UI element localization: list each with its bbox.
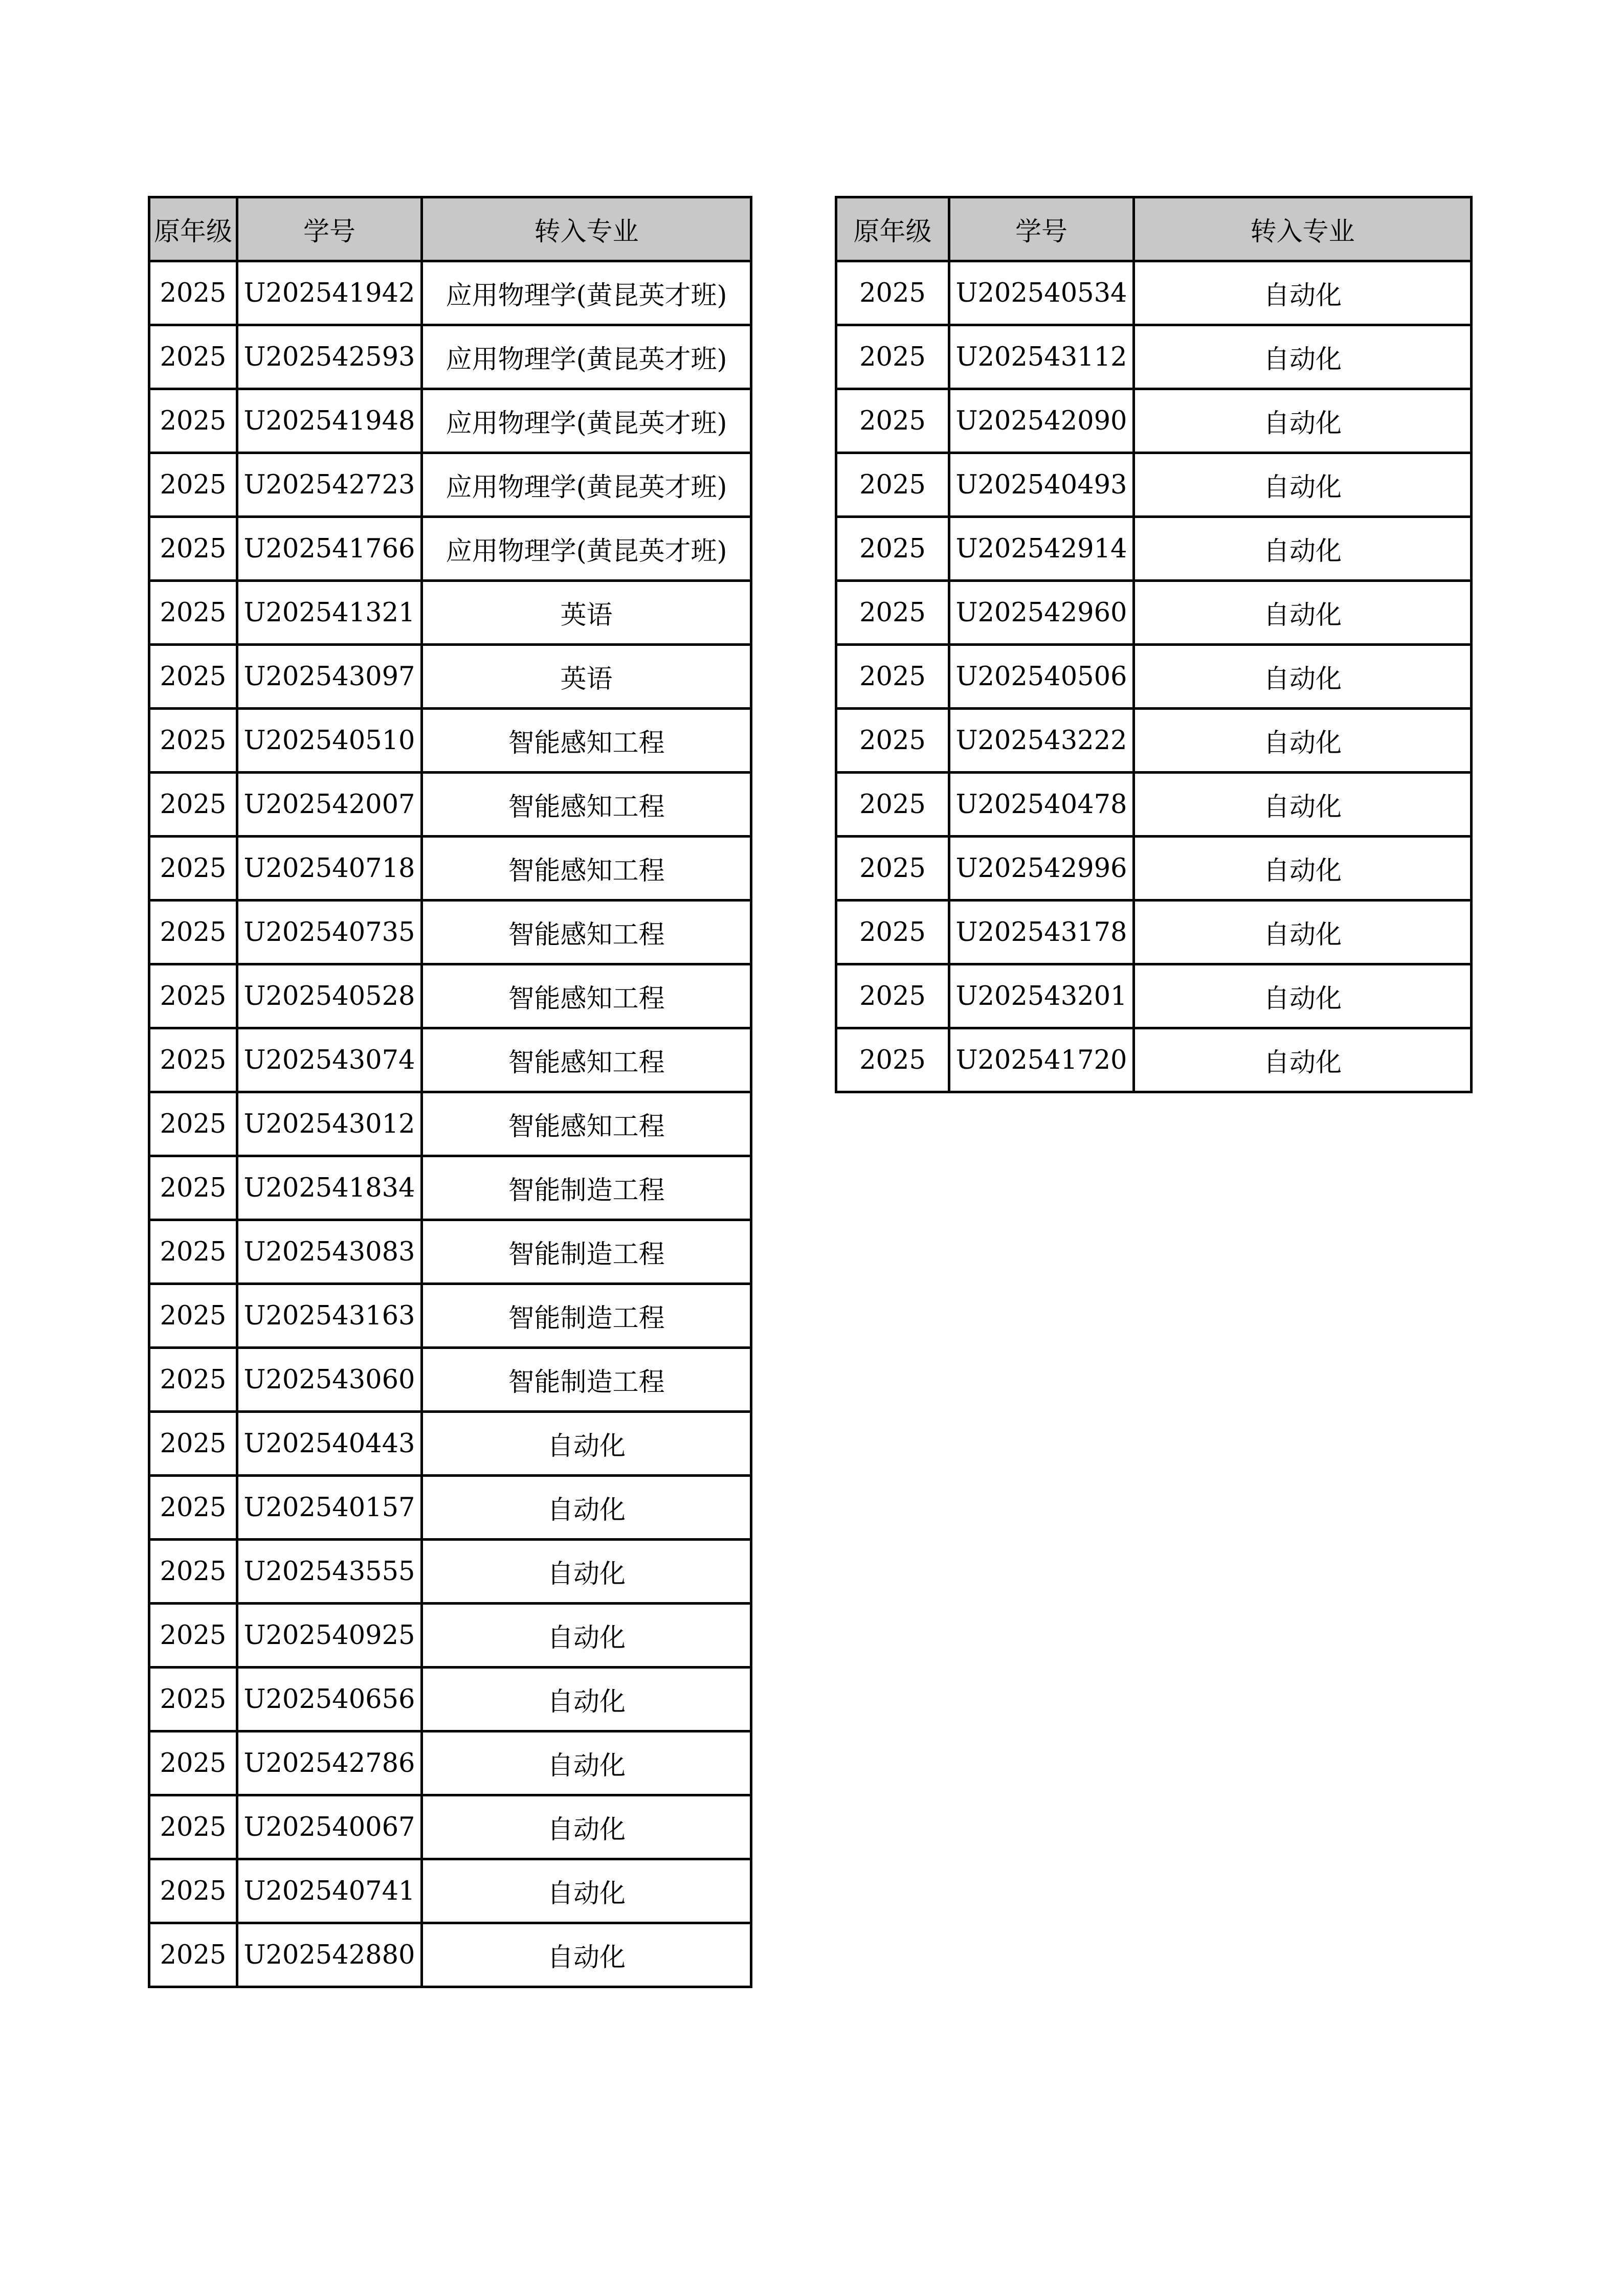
grade-cell: 2025 — [836, 964, 949, 1028]
transfer-table-left — [148, 196, 752, 1988]
grade-cell: 2025 — [149, 1668, 237, 1731]
major-cell: 英语 — [422, 645, 751, 709]
student-id-cell: U202540528 — [237, 964, 422, 1028]
table-header-row — [149, 197, 751, 261]
student-id-cell: U202543163 — [237, 1284, 422, 1348]
student-id-cell: U202541948 — [237, 389, 422, 453]
grade-cell: 2025 — [149, 645, 237, 709]
major-cell: 自动化 — [422, 1604, 751, 1668]
major-cell: 自动化 — [1134, 517, 1472, 581]
table-row — [149, 709, 751, 773]
grade-cell: 2025 — [149, 1220, 237, 1284]
grade-cell: 2025 — [149, 389, 237, 453]
major-cell: 应用物理学(黄昆英才班) — [422, 389, 751, 453]
major-cell: 智能感知工程 — [422, 773, 751, 837]
grade-cell: 2025 — [836, 517, 949, 581]
table-body-left — [149, 261, 751, 1987]
major-cell: 自动化 — [1134, 261, 1472, 325]
major-cell: 应用物理学(黄昆英才班) — [422, 453, 751, 517]
student-id-cell: U202540443 — [237, 1412, 422, 1476]
major-cell: 自动化 — [1134, 645, 1472, 709]
table-row — [149, 1476, 751, 1540]
major-cell: 自动化 — [1134, 581, 1472, 645]
major-cell: 自动化 — [1134, 325, 1472, 389]
major-cell: 自动化 — [422, 1923, 751, 1987]
grade-cell: 2025 — [149, 1284, 237, 1348]
table-header-row — [836, 197, 1472, 261]
grade-cell: 2025 — [149, 1604, 237, 1668]
student-id-cell: U202543097 — [237, 645, 422, 709]
grade-cell: 2025 — [149, 1092, 237, 1156]
student-id-cell: U202542723 — [237, 453, 422, 517]
table-row — [836, 517, 1472, 581]
table-row — [149, 1923, 751, 1987]
student-id-cell: U202540534 — [949, 261, 1134, 325]
student-id-cell: U202540067 — [237, 1795, 422, 1859]
table-row — [149, 773, 751, 837]
table-row — [149, 325, 751, 389]
major-cell: 自动化 — [422, 1859, 751, 1923]
table-row — [836, 773, 1472, 837]
student-id-cell: U202540493 — [949, 453, 1134, 517]
table-row — [149, 517, 751, 581]
table-row — [149, 1220, 751, 1284]
major-cell: 自动化 — [422, 1668, 751, 1731]
header-major: 转入专业 — [1134, 197, 1472, 261]
student-id-cell: U202543060 — [237, 1348, 422, 1412]
grade-cell: 2025 — [149, 453, 237, 517]
table-body-right — [836, 261, 1472, 1092]
grade-cell: 2025 — [836, 837, 949, 901]
major-cell: 自动化 — [1134, 773, 1472, 837]
table-row — [149, 1156, 751, 1220]
table-row — [836, 709, 1472, 773]
grade-cell: 2025 — [149, 901, 237, 964]
student-id-cell: U202542593 — [237, 325, 422, 389]
major-cell: 英语 — [422, 581, 751, 645]
student-id-cell: U202542914 — [949, 517, 1134, 581]
table-row — [149, 1412, 751, 1476]
student-id-cell: U202540735 — [237, 901, 422, 964]
grade-cell: 2025 — [149, 1412, 237, 1476]
table-row — [149, 1668, 751, 1731]
grade-cell: 2025 — [836, 325, 949, 389]
student-id-cell: U202541834 — [237, 1156, 422, 1220]
table-row — [149, 645, 751, 709]
table-row — [836, 325, 1472, 389]
grade-cell: 2025 — [149, 964, 237, 1028]
grade-cell: 2025 — [836, 773, 949, 837]
table-row — [149, 389, 751, 453]
student-id-cell: U202540925 — [237, 1604, 422, 1668]
major-cell: 智能制造工程 — [422, 1348, 751, 1412]
grade-cell: 2025 — [149, 1859, 237, 1923]
table-row — [149, 453, 751, 517]
major-cell: 自动化 — [1134, 837, 1472, 901]
transfer-table-right — [835, 196, 1473, 1093]
major-cell: 自动化 — [1134, 1028, 1472, 1092]
student-id-cell: U202542880 — [237, 1923, 422, 1987]
student-id-cell: U202542007 — [237, 773, 422, 837]
student-id-cell: U202542996 — [949, 837, 1134, 901]
major-cell: 智能制造工程 — [422, 1220, 751, 1284]
major-cell: 自动化 — [422, 1412, 751, 1476]
major-cell: 智能感知工程 — [422, 709, 751, 773]
student-id-cell: U202541720 — [949, 1028, 1134, 1092]
grade-cell: 2025 — [149, 517, 237, 581]
header-student-id: 学号 — [237, 197, 422, 261]
table-row — [149, 1284, 751, 1348]
grade-cell: 2025 — [149, 261, 237, 325]
student-id-cell: U202540718 — [237, 837, 422, 901]
grade-cell: 2025 — [149, 1476, 237, 1540]
grade-cell: 2025 — [149, 1540, 237, 1604]
student-id-cell: U202540506 — [949, 645, 1134, 709]
grade-cell: 2025 — [149, 581, 237, 645]
student-id-cell: U202543178 — [949, 901, 1134, 964]
major-cell: 自动化 — [1134, 901, 1472, 964]
table-row — [836, 261, 1472, 325]
table-row — [836, 1028, 1472, 1092]
grade-cell: 2025 — [836, 645, 949, 709]
table-row — [149, 1604, 751, 1668]
student-id-cell: U202540157 — [237, 1476, 422, 1540]
major-cell: 智能感知工程 — [422, 964, 751, 1028]
table-row — [836, 453, 1472, 517]
student-id-cell: U202541321 — [237, 581, 422, 645]
grade-cell: 2025 — [149, 325, 237, 389]
student-id-cell: U202543222 — [949, 709, 1134, 773]
major-cell: 自动化 — [1134, 964, 1472, 1028]
student-id-cell: U202543555 — [237, 1540, 422, 1604]
table-row — [149, 1028, 751, 1092]
major-cell: 自动化 — [1134, 709, 1472, 773]
student-id-cell: U202542960 — [949, 581, 1134, 645]
major-cell: 智能制造工程 — [422, 1156, 751, 1220]
major-cell: 自动化 — [422, 1476, 751, 1540]
table-row — [149, 1859, 751, 1923]
header-grade: 原年级 — [149, 197, 237, 261]
major-cell: 智能感知工程 — [422, 1092, 751, 1156]
table-row — [149, 261, 751, 325]
student-id-cell: U202542090 — [949, 389, 1134, 453]
grade-cell: 2025 — [836, 261, 949, 325]
grade-cell: 2025 — [836, 709, 949, 773]
student-id-cell: U202543201 — [949, 964, 1134, 1028]
grade-cell: 2025 — [149, 837, 237, 901]
grade-cell: 2025 — [149, 1028, 237, 1092]
table-row — [836, 645, 1472, 709]
major-cell: 自动化 — [422, 1795, 751, 1859]
table-row — [149, 1348, 751, 1412]
table-row — [836, 837, 1472, 901]
grade-cell: 2025 — [149, 1348, 237, 1412]
student-id-cell: U202541942 — [237, 261, 422, 325]
major-cell: 智能感知工程 — [422, 837, 751, 901]
student-id-cell: U202543012 — [237, 1092, 422, 1156]
major-cell: 自动化 — [422, 1731, 751, 1795]
student-id-cell: U202541766 — [237, 517, 422, 581]
student-id-cell: U202543083 — [237, 1220, 422, 1284]
table-row — [836, 964, 1472, 1028]
table-row — [836, 901, 1472, 964]
major-cell: 智能感知工程 — [422, 901, 751, 964]
major-cell: 自动化 — [422, 1540, 751, 1604]
grade-cell: 2025 — [836, 581, 949, 645]
table-row — [149, 581, 751, 645]
grade-cell: 2025 — [149, 1923, 237, 1987]
grade-cell: 2025 — [149, 1795, 237, 1859]
grade-cell: 2025 — [836, 901, 949, 964]
major-cell: 应用物理学(黄昆英才班) — [422, 517, 751, 581]
grade-cell: 2025 — [836, 1028, 949, 1092]
table-row — [149, 1795, 751, 1859]
header-student-id: 学号 — [949, 197, 1134, 261]
student-id-cell: U202543112 — [949, 325, 1134, 389]
table-row — [149, 901, 751, 964]
student-id-cell: U202540478 — [949, 773, 1134, 837]
table-row — [836, 389, 1472, 453]
table-row — [149, 837, 751, 901]
student-id-cell: U202540510 — [237, 709, 422, 773]
major-cell: 自动化 — [1134, 389, 1472, 453]
major-cell: 应用物理学(黄昆英才班) — [422, 325, 751, 389]
grade-cell: 2025 — [149, 1731, 237, 1795]
header-major: 转入专业 — [422, 197, 751, 261]
major-cell: 智能感知工程 — [422, 1028, 751, 1092]
grade-cell: 2025 — [149, 1156, 237, 1220]
table-row — [149, 1092, 751, 1156]
grade-cell: 2025 — [836, 389, 949, 453]
grade-cell: 2025 — [149, 773, 237, 837]
major-cell: 自动化 — [1134, 453, 1472, 517]
student-id-cell: U202540741 — [237, 1859, 422, 1923]
table-row — [836, 581, 1472, 645]
student-id-cell: U202543074 — [237, 1028, 422, 1092]
student-id-cell: U202542786 — [237, 1731, 422, 1795]
grade-cell: 2025 — [836, 453, 949, 517]
student-id-cell: U202540656 — [237, 1668, 422, 1731]
table-row — [149, 1731, 751, 1795]
major-cell: 智能制造工程 — [422, 1284, 751, 1348]
table-row — [149, 964, 751, 1028]
header-grade: 原年级 — [836, 197, 949, 261]
grade-cell: 2025 — [149, 709, 237, 773]
major-cell: 应用物理学(黄昆英才班) — [422, 261, 751, 325]
table-row — [149, 1540, 751, 1604]
